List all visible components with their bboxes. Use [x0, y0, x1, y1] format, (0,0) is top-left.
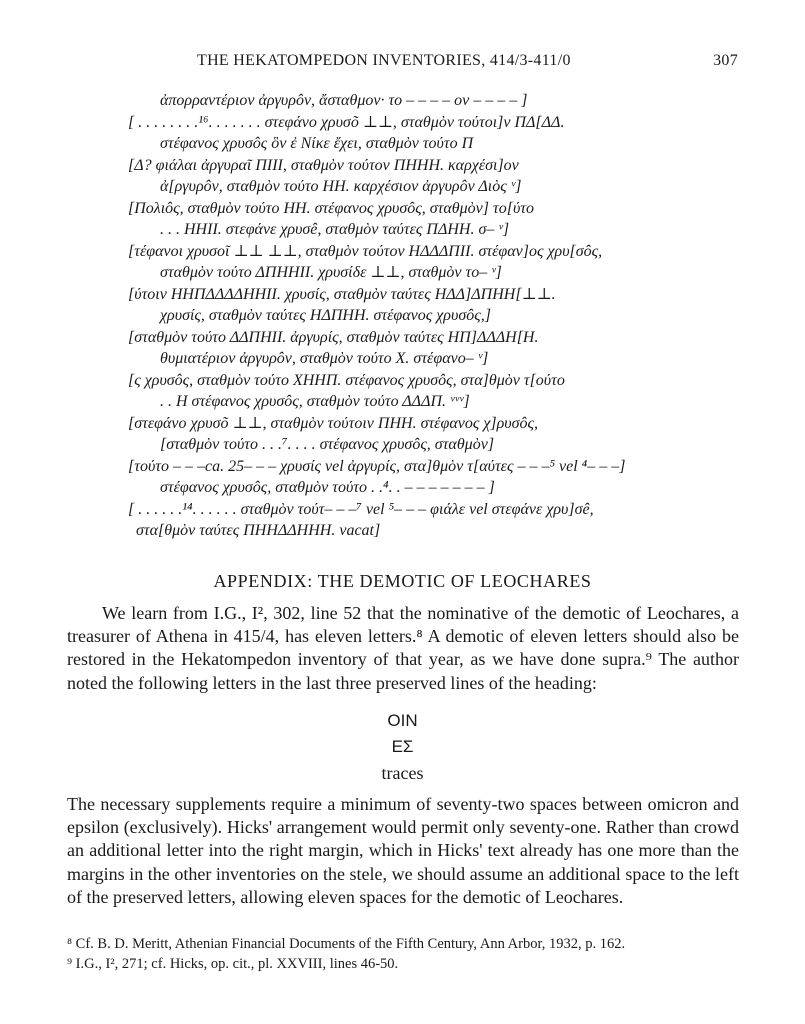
inscription-line: θυμιατέριον ἀργυρôν, σταθμὸν τούτο Χ. στέφανο– ᵛ] [160, 350, 489, 367]
appendix-paragraph-1: We learn from I.G., I², 302, line 52 that the nominative of the demotic of Leochares, a treasurer of Athena in 415/4, has eleven letters.⁸ A demotic of eleven letters should also be restored in the Hekatompedon inventory of that year, as we have done supra.⁹ The author noted the following letters in the last three preserved lines of the heading: [67, 603, 739, 693]
inscription-line: [σταθμὸν τούτο . . .⁷. . . . στέφανος χρυσôς, σταθμὸν] [160, 436, 495, 453]
inscription-line: [σταθμὸν τούτο ΔΔΠΗΙΙ. ἀργυρίς, σταθμὸν ταύτες ΗΠ]ΔΔΔΗ[Η. [128, 328, 539, 346]
appendix-paragraph-2: The necessary supplements require a minimum of seventy-two spaces between omicron and epsilon (exclusively). Hicks' arrangement would permit only seventy-one. Rather than crowd an additional letter into the right margin, which in Hicks' text already has one more than the margins in the other inventories on the stele, we should assume an additional space to the left of the preserved letters, allowing eleven spaces for the demotic of Leochares. [67, 794, 739, 907]
appendix-heading: APPENDIX: THE DEMOTIC OF LEOCHARES [213, 571, 592, 591]
inscription-line: . . . ΗΗΙΙ. στεφάνε χρυσê, σταθμὸν ταύτες ΠΔΗΗ. σ– ᵛ] [160, 221, 510, 238]
inscription-line: στα[θμὸν ταύτες ΠΗΗΔΔΗΗΗ. vacat] [136, 522, 381, 539]
inscription-line: [Πολιôς, σταθμὸν τούτο ΗΗ. στέφανος χρυσôς, σταθμὸν] το[ύτο [128, 199, 535, 217]
inscription-line: [ . . . . . . . .¹⁶. . . . . . . στεφάνο χρυσõ ⊥⊥, σταθμὸν τούτοι]ν ΠΔ[ΔΔ. [128, 113, 565, 131]
footnote-8: ⁸ Cf. B. D. Meritt, Athenian Financial Documents of the Fifth Century, Ann Arbor, 1932, p. 162. [67, 936, 626, 952]
inscription-line: [τέφανοι χρυσοῖ ⊥⊥ ⊥⊥, σταθμὸν τούτον ΗΔΔΔΠΙΙ. στέφαν]ος χρυ[σôς, [128, 242, 603, 260]
inscription-line: [ . . . . . .¹⁴. . . . . . σταθμὸν τούτ– – –⁷ vel ⁵– – – φιάλε vel στεφάνε χρυ]σê, [128, 500, 594, 518]
preserved-letters [0, 711, 805, 789]
inscription-line: [Δ? φιάλαι ἀργυραῖ ΠΙΙΙ, σταθμὸν τούτον ΠΗΗΗ. καρχέσι]ον [128, 156, 519, 174]
running-title: THE HEKATOMPEDON INVENTORIES, 414/3-411/0 [197, 52, 571, 69]
inscription-line: στέφανος χρυσôς ὃν ἐ Νίκε ἔχει, σταθμὸν τούτο Π [160, 135, 474, 152]
inscription-line: σταθμὸν τούτο ΔΠΗΗΙΙ. χρυσίδε ⊥⊥, σταθμὸν το– ᵛ] [160, 264, 502, 281]
inscription-line: [στεφάνο χρυσõ ⊥⊥, σταθμὸν τούτοιν ΠΗΗ. στέφανος χ]ρυσôς, [128, 414, 538, 432]
inscription-line: [ς χρυσôς, σταθμὸν τούτο ΧΗΗΠ. στέφανος χρυσôς, στα]θμὸν τ[ούτο [128, 371, 565, 389]
inscription-line: στέφανος χρυσôς, σταθμὸν τούτο . .⁴. . – – – – – – – ] [160, 479, 495, 496]
letters-line-1: ΟΙΝ [387, 711, 418, 730]
footnote-9: ⁹ I.G., I², 271; cf. Hicks, op. cit., pl. XXVIII, lines 46-50. [67, 956, 399, 972]
page-number: 307 [713, 52, 738, 69]
inscription-line: [ύτοιν ΗΗΠΔΔΔΔΗΗΙΙ. χρυσίς, σταθμὸν ταύτες ΗΔΔ]ΔΠΗΗ[⊥⊥. [128, 285, 556, 303]
footnotes [67, 934, 747, 974]
letters-line-3: traces [381, 763, 424, 783]
inscription-line: ἀπορραντέριον ἀργυρôν, ἄσταθμον· το – – – – ον – – – – ] [160, 92, 528, 109]
running-head [0, 52, 805, 76]
inscription-line: χρυσίς, σταθμὸν ταύτες ΗΔΠΗΗ. στέφανος χρυσôς,] [160, 307, 491, 324]
inscription-line: . . Η στέφανος χρυσôς, σταθμὸν τούτο ΔΔΔΠ. ᵛᵛᵛ] [160, 393, 470, 410]
inscription-line: [τούτο – – –ca. 25– – – χρυσίς vel ἀργυρίς, στα]θμὸν τ[αύτες – – –⁵ vel ⁴– – –] [128, 457, 626, 475]
letters-line-2: ΕΣ [391, 737, 414, 756]
inscription-line: ἀ[ργυρôν, σταθμὸν τούτο ΗΗ. καρχέσιον ἀργυρôν Διὸς ᵛ] [160, 178, 522, 195]
